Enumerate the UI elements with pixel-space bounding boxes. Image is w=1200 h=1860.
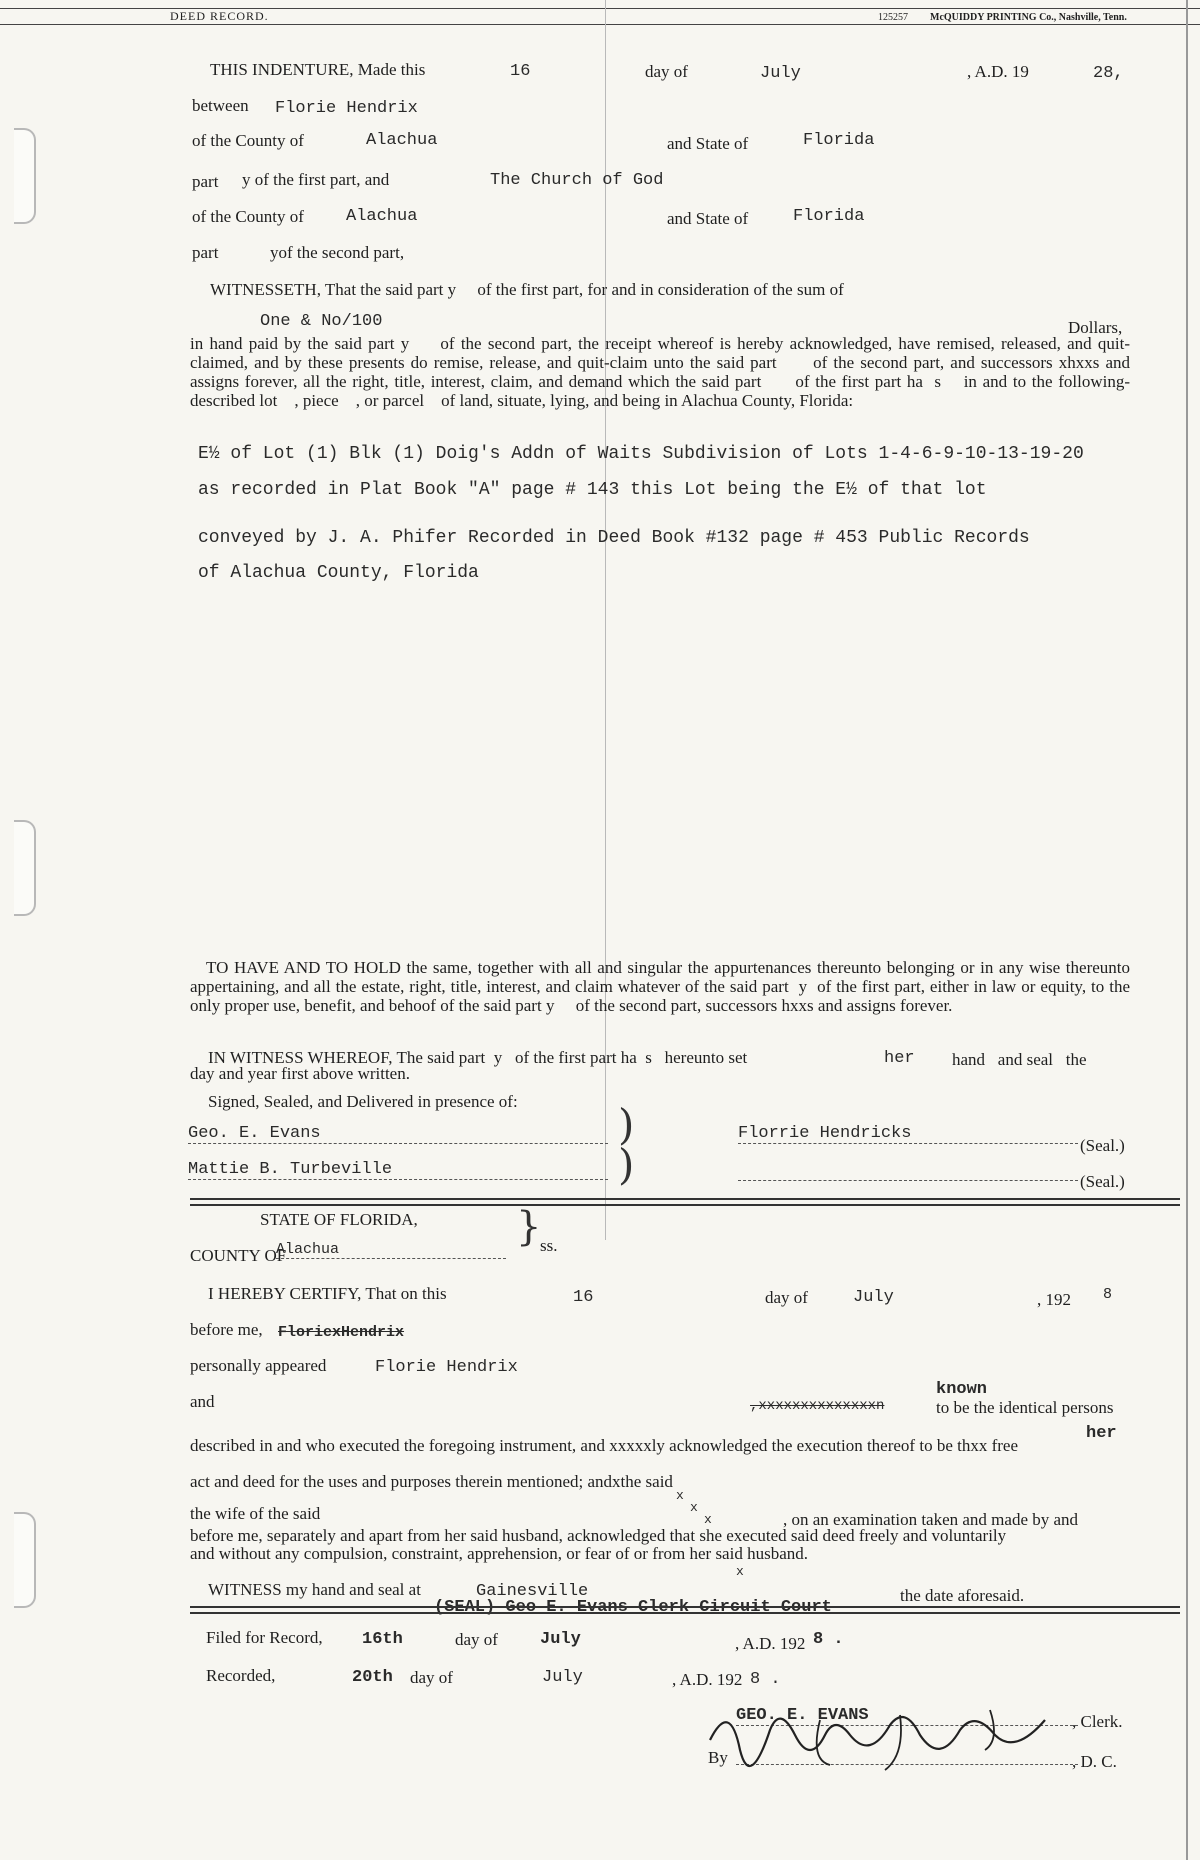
ack-brace: } (516, 1204, 542, 1250)
recorded-month: July (542, 1668, 583, 1687)
clerk-struck-line: (SEAL) Geo E. Evans Clerk Circuit Court (434, 1598, 832, 1617)
witness-brace-2: ) (618, 1140, 635, 1189)
clerk-label: , Clerk. (1072, 1712, 1123, 1731)
recorded-ad: , A.D. 192 (672, 1670, 743, 1689)
indenture-day: 16 (510, 62, 531, 81)
witness-1-name: Geo. E. Evans (188, 1124, 608, 1144)
executed-line: described in and who executed the foregoing instrument, and xxxxxly acknowledged the execution thereof to be thxx free (190, 1436, 1019, 1455)
witness-hand-seal-at: WITNESS my hand and seal at (208, 1580, 421, 1599)
consideration-sum: One & No/100 (260, 312, 383, 331)
certify-line: I HEREBY CERTIFY, That on this (208, 1284, 447, 1303)
property-line-2: as recorded in Plat Book "A" page # 143 this Lot being the E½ of that lot (198, 480, 987, 500)
witness-2-line (188, 1160, 608, 1180)
second-signature-line (738, 1162, 1078, 1186)
ack-place: Gainesville (476, 1582, 589, 1601)
page-edge (1186, 0, 1188, 1860)
x-mark-1: x (676, 1488, 684, 1503)
grantor-county: Alachua (366, 131, 438, 150)
witness-day-year: day and year first above written. (190, 1064, 410, 1083)
x-mark-2: x (690, 1500, 698, 1515)
binder-hole-middle (14, 820, 36, 916)
filed-day-of: day of (455, 1630, 498, 1649)
ack-county-line (276, 1240, 506, 1259)
habendum-clause: TO HAVE AND TO HOLD the same, together with all and singular the appurtenances thereunto belonging or in any wise thereunto appertaining, and all the estate, right, title, interest, and claim whatever of the said part y of the first part, either in law or equity, to the only proper use, benefit, and behoof of the said part y of the second part, successors hxxs and assigns forever. (190, 958, 1135, 1015)
witness-whereof-line: IN WITNESS WHEREOF, The said part y of the first part ha s hereunto set (208, 1048, 748, 1067)
grantee-state: Florida (793, 207, 865, 226)
indenture-day-of: day of (645, 62, 688, 81)
ack-day-of: day of (765, 1288, 808, 1307)
grantor-name: Florie Hendrix (275, 99, 418, 118)
printer-name: McQUIDDY PRINTING Co., Nashville, Tenn. (930, 12, 1127, 23)
signed-in-presence: Signed, Sealed, and Delivered in presence of: (208, 1092, 518, 1111)
ack-ss: ss. (540, 1236, 558, 1255)
filed-label: Filed for Record, (206, 1628, 323, 1647)
date-aforesaid: the date aforesaid. (900, 1586, 1025, 1605)
grantee-name: The Church of God (490, 171, 664, 190)
grantor-signature-line (738, 1124, 1078, 1144)
and-label: and (190, 1392, 215, 1411)
recorded-label: Recorded, (206, 1666, 276, 1685)
ack-county: Alachua (276, 1241, 506, 1259)
part-label-1: part (192, 172, 219, 191)
filed-year: 8 . (813, 1630, 844, 1649)
grantor-county-label: of the County of (192, 131, 304, 150)
known-struck: ,xxxxxxxxxxxxxxn (750, 1398, 885, 1414)
blank-signature (738, 1162, 1078, 1181)
ack-year: 8 (1103, 1286, 1113, 1303)
dc-label: , D. C. (1072, 1752, 1117, 1771)
grantee-county: Alachua (346, 207, 418, 226)
ack-year-label: , 192 (1037, 1290, 1071, 1309)
printer-code: 125257 (878, 12, 908, 23)
second-part-text: yof the second part, (270, 243, 405, 262)
ack-day: 16 (573, 1288, 594, 1307)
witness-hand-seal: hand and seal the (952, 1050, 1087, 1069)
ack-state: STATE OF FLORIDA, (260, 1210, 418, 1229)
clerk-name: GEO. E. EVANS (736, 1706, 1078, 1726)
grantee-county-label: of the County of (192, 207, 304, 226)
known-word: known (936, 1380, 988, 1399)
dollars-label: Dollars, (1068, 318, 1123, 337)
grantor-state: Florida (803, 131, 875, 150)
recorded-day-of: day of (410, 1668, 453, 1687)
separate-line: before me, separately and apart from her said husband, acknowledged that she executed said deed freely and voluntarily (190, 1526, 1007, 1545)
binder-hole-top (14, 128, 36, 224)
between-label: between (192, 96, 249, 115)
seal-label-1: (Seal.) (1080, 1136, 1125, 1155)
section-divider (190, 1198, 1180, 1206)
binder-hole-bottom (14, 1512, 36, 1608)
witness-1-line (188, 1124, 608, 1144)
indenture-opening: THIS INDENTURE, Made this (210, 60, 426, 79)
witnesseth-body: in hand paid by the said part y of the second part, the receipt whereof is hereby acknowledged, have remised, released, and quit-claimed, and by these presents do remise, release, and quit-claim unto the said part of the second part, and successors xhxxs and assigns forever, all the right, title, interest, claim, and demand which the said part of the first part ha s in and to the following-described lot , piece , or parcel of land, situate, lying, and being in Alachua County, Florida: (190, 334, 1135, 410)
witnesseth-line: WITNESSETH, That the said part y of the first part, for and in consideration of the sum of (210, 280, 844, 299)
identical-text: to be the identical persons (936, 1398, 1114, 1417)
witness-brace: ) (618, 1100, 635, 1149)
before-me-struck: FloriexHendrix (278, 1324, 405, 1341)
x-mark-4: x (736, 1564, 744, 1579)
grantee-state-label: and State of (667, 209, 749, 228)
witness-her: her (884, 1049, 915, 1068)
indenture-year: 28, (1093, 64, 1124, 83)
deputy-handwritten-signature (700, 1700, 1060, 1780)
before-me-label: before me, (190, 1320, 263, 1339)
filed-day: 16th (362, 1630, 403, 1649)
appeared-label: personally appeared (190, 1356, 327, 1375)
by-label: By (708, 1748, 728, 1767)
indenture-month: July (760, 64, 801, 83)
header-title: DEED RECORD. (170, 9, 269, 23)
grantor-state-label: and State of (667, 134, 749, 153)
ack-month: July (853, 1288, 894, 1307)
grantor-signature: Florrie Hendricks (738, 1124, 1078, 1144)
act-deed-line: act and deed for the uses and purposes therein mentioned; andxthe said (190, 1472, 673, 1491)
indenture-ad: , A.D. 19 (967, 62, 1029, 81)
first-part-text: y of the first part, and (242, 170, 390, 189)
recorded-year: 8 . (750, 1670, 781, 1689)
x-mark-3: x (704, 1512, 712, 1527)
filing-divider (190, 1606, 1180, 1614)
part-label-2: part (192, 243, 219, 262)
property-line-4: of Alachua County, Florida (198, 563, 479, 583)
compulsion-line: and without any compulsion, constraint, apprehension, or fear of or from her said husband. (190, 1544, 808, 1563)
seal-label-2: (Seal.) (1080, 1172, 1125, 1191)
wife-label: the wife of the said (190, 1504, 321, 1523)
filed-month: July (540, 1630, 581, 1649)
filed-ad: , A.D. 192 (735, 1634, 806, 1653)
witness-2-name: Mattie B. Turbeville (188, 1160, 608, 1180)
her-above-1: her (1086, 1424, 1117, 1443)
appeared-name: Florie Hendrix (375, 1358, 518, 1377)
recorded-day: 20th (352, 1668, 393, 1687)
property-line-1: E½ of Lot (1) Blk (1) Doig's Addn of Waits Subdivision of Lots 1-4-6-9-10-13-19-20 (198, 444, 1084, 464)
ack-county-label: COUNTY OF (190, 1246, 287, 1265)
property-line-3: conveyed by J. A. Phifer Recorded in Deed Book #132 page # 453 Public Records (198, 528, 1030, 548)
exam-text: , on an examination taken and made by and (783, 1510, 1079, 1529)
